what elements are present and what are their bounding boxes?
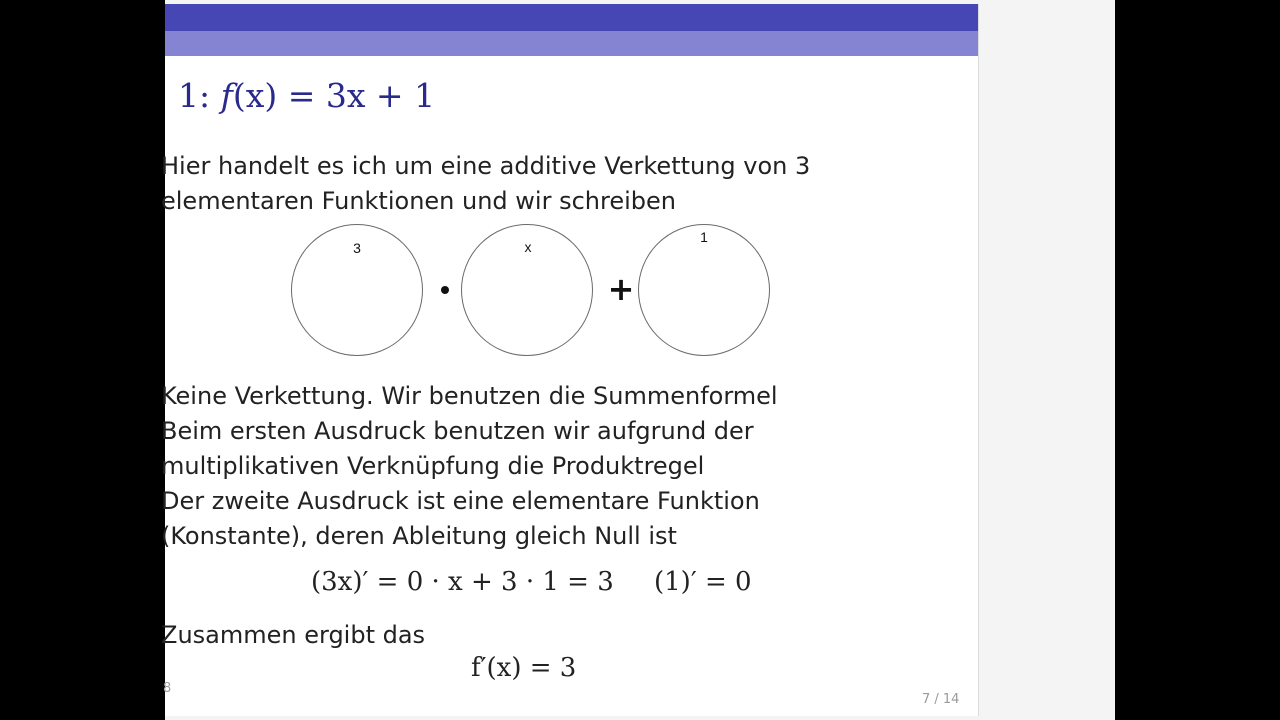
subheader-bar [165,31,978,56]
explanation-line: (Konstante), deren Ableitung gleich Null ist [161,522,677,550]
intro-line: Hier handelt es ich um eine additive Verkettung von 3 [161,152,811,180]
page-number: 7 / 14 [922,692,960,707]
plus-operator: + [607,270,635,308]
product-rule-formula: (3x)′ = 0 · x + 3 · 1 = 3 [311,567,614,597]
explanation-line: Keine Verkettung. Wir benutzen die Summenformel [161,382,778,410]
pdf-viewer [161,0,1115,720]
frame-title: 1: f(x) = 3x + 1 [178,76,436,115]
explanation-text [161,379,778,554]
multiplication-dot [441,286,449,294]
footer-fragment: 8 [163,681,172,696]
header-bar [165,4,978,31]
circle-label: 3 [353,240,361,256]
result-formula: f′(x) = 3 [471,653,577,683]
slide-page [161,4,979,716]
summary-text: Zusammen ergibt das [161,621,426,649]
circle-label: x [524,239,532,255]
circle-label: 1 [700,229,708,245]
explanation-line: Der zweite Ausdruck ist eine elementare Funktion [161,487,760,515]
explanation-line: multiplikativen Verknüpfung die Produktregel [161,452,705,480]
intro-text [161,149,810,219]
constant-derivative-formula: (1)′ = 0 [654,567,752,597]
intro-line: elementaren Funktionen und wir schreiben [161,187,676,215]
explanation-line: Beim ersten Ausdruck benutzen wir aufgrund der [161,417,754,445]
